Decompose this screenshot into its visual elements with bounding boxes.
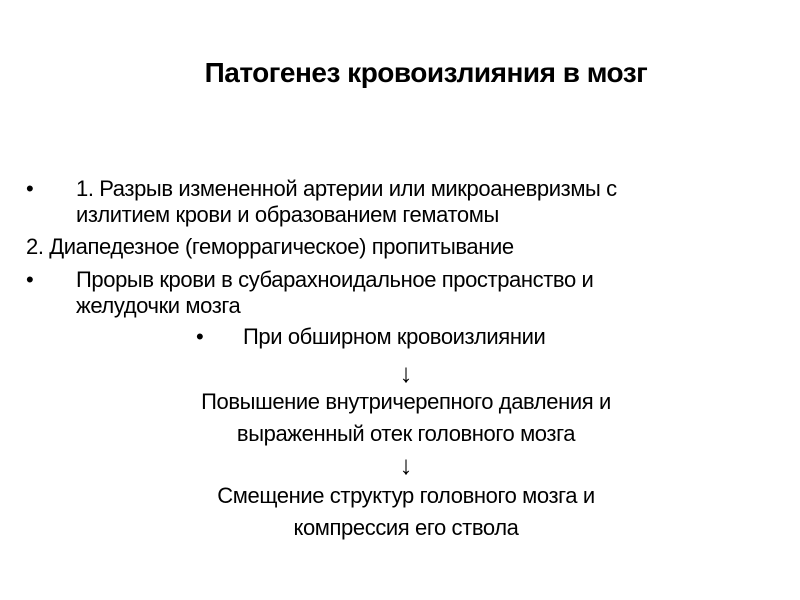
item-diapedesis: 2. Диапедезное (геморрагическое) пропитывание (26, 234, 514, 259)
bullet-item-extensive-hemorrhage: При обширном кровоизлиянии (243, 324, 546, 349)
flow-step-edema-line: выраженный отек головного мозга (236, 421, 576, 446)
bullet-marker: • (26, 176, 34, 201)
bullet-marker: • (26, 267, 34, 292)
flow-step-displacement-line: Смещение структур головного мозга и (217, 483, 595, 508)
slide-title: Патогенез кровоизлияния в мозг (204, 57, 648, 88)
down-arrow-icon: ↓ (399, 450, 413, 480)
flow-step-pressure-line: Повышение внутричерепного давления и (201, 389, 611, 414)
bullet-marker: • (196, 324, 204, 349)
bullet-text-line: желудочки мозга (76, 293, 241, 318)
bullet-text-line: 1. Разрыв измененной артерии или микроаневризмы с (76, 176, 617, 201)
flow-step-compression-line: компрессия его ствола (293, 515, 519, 540)
down-arrow-icon: ↓ (399, 358, 413, 388)
bullet-text-line: излитием крови и образованием гематомы (76, 202, 499, 227)
bullet-text (76, 267, 796, 319)
bullet-text (76, 176, 796, 228)
bullet-text-line: Прорыв крови в субарахноидальное пространство и (76, 267, 594, 292)
